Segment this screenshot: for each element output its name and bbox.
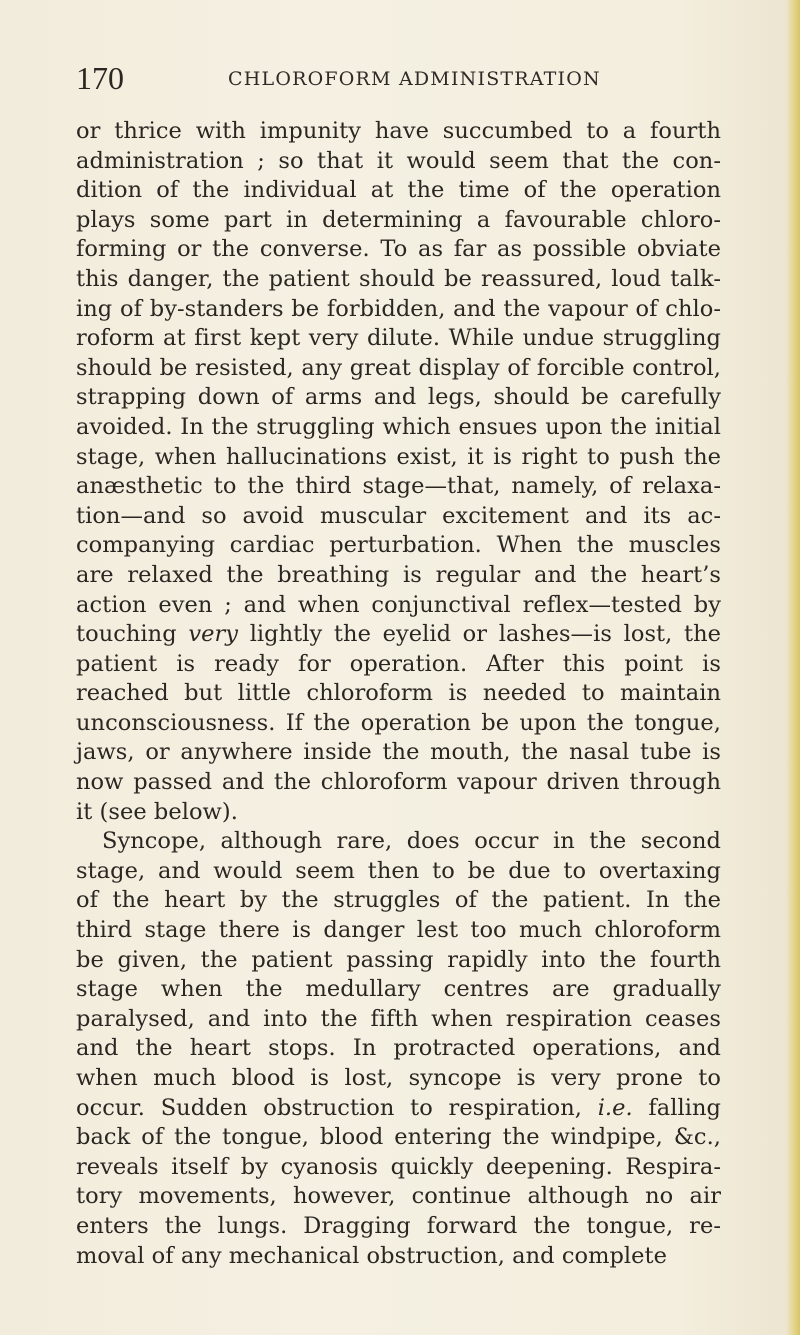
- text-line: third stage there is danger lest too much chloroform: [76, 917, 721, 944]
- text-line: plays some part in determining a favourable chloro-: [76, 206, 721, 233]
- text-line: forming or the converse. To as far as possible obviate: [76, 236, 721, 263]
- text-line: strapping down of arms and legs, should be carefully: [76, 384, 721, 411]
- paragraph-2: [76, 827, 721, 1271]
- text-line: Syncope, although rare, does occur in the second: [102, 828, 721, 855]
- text-line: jaws, or anywhere inside the mouth, the nasal tube is: [76, 739, 721, 766]
- text-line: of the heart by the struggles of the patient. In the: [76, 887, 721, 914]
- page-number: 170: [76, 60, 124, 96]
- text-segment: occur. Sudden obstruction to respiration,: [76, 1094, 598, 1121]
- text-line: this danger, the patient should be reassured, loud talk-: [76, 265, 721, 292]
- text-line: paralysed, and into the fifth when respiration ceases: [76, 1005, 721, 1032]
- running-head: CHLOROFORM ADMINISTRATION: [228, 68, 601, 90]
- text-line: [76, 620, 721, 650]
- text-line: reveals itself by cyanosis quickly deepening. Respira-: [76, 1153, 721, 1180]
- text-line: action even ; and when conjunctival reflex—tested by: [76, 591, 721, 618]
- text-line: when much blood is lost, syncope is very prone to: [76, 1065, 721, 1091]
- text-line: reached but little chloroform is needed to maintain: [76, 680, 721, 707]
- text-line: ing of by-standers be forbidden, and the vapour of chlo-: [76, 295, 721, 322]
- text-line: stage when the medullary centres are gradually: [76, 976, 721, 1003]
- text-line: patient is ready for operation. After this point is: [76, 650, 721, 677]
- text-line: dition of the individual at the time of the operation: [76, 177, 721, 204]
- page-edge: [786, 0, 800, 1335]
- text-line: enters the lungs. Dragging forward the tongue, re-: [76, 1212, 721, 1239]
- text-line: companying cardiac perturbation. When the muscles: [76, 532, 721, 559]
- text-line: anæsthetic to the third stage—that, namely, of relaxa-: [76, 473, 721, 500]
- text-line: tory movements, however, continue although no air: [76, 1183, 721, 1210]
- text-line: or thrice with impunity have succumbed to a fourth: [76, 118, 721, 144]
- text-line: are relaxed the breathing is regular and the heart’s: [76, 561, 721, 588]
- text-segment: falling: [632, 1094, 721, 1121]
- text-line: stage, when hallucinations exist, it is right to push the: [76, 443, 721, 470]
- italic-emphasis: very: [188, 621, 239, 648]
- text-segment: touching: [76, 621, 189, 648]
- body-text: [76, 117, 721, 1271]
- text-line: moval of any mechanical obstruction, and complete: [76, 1242, 667, 1269]
- text-line: unconsciousness. If the operation be upon the tongue,: [76, 709, 721, 736]
- text-line: back of the tongue, blood entering the windpipe, &c.,: [76, 1124, 721, 1151]
- text-line: should be resisted, any great display of forcible control,: [76, 354, 721, 381]
- text-line: now passed and the chloroform vapour driven through: [76, 769, 721, 796]
- text-line: it (see below).: [76, 798, 238, 825]
- text-line: and the heart stops. In protracted operations, and: [76, 1035, 721, 1062]
- text-line: [76, 1094, 721, 1124]
- page-header: [76, 58, 716, 98]
- text-line: tion—and so avoid muscular excitement and its ac-: [76, 502, 721, 529]
- text-line: administration ; so that it would seem that the con-: [76, 147, 721, 174]
- paragraph-1: [76, 117, 721, 827]
- text-segment: lightly the eyelid or lashes—is lost, the: [238, 621, 721, 648]
- text-line: stage, and would seem then to be due to overtaxing: [76, 857, 721, 884]
- text-line: roform at first kept very dilute. While undue struggling: [76, 325, 721, 352]
- text-line: avoided. In the struggling which ensues upon the initial: [76, 413, 721, 440]
- italic-emphasis: i.e.: [597, 1094, 633, 1121]
- text-line: be given, the patient passing rapidly into the fourth: [76, 946, 721, 973]
